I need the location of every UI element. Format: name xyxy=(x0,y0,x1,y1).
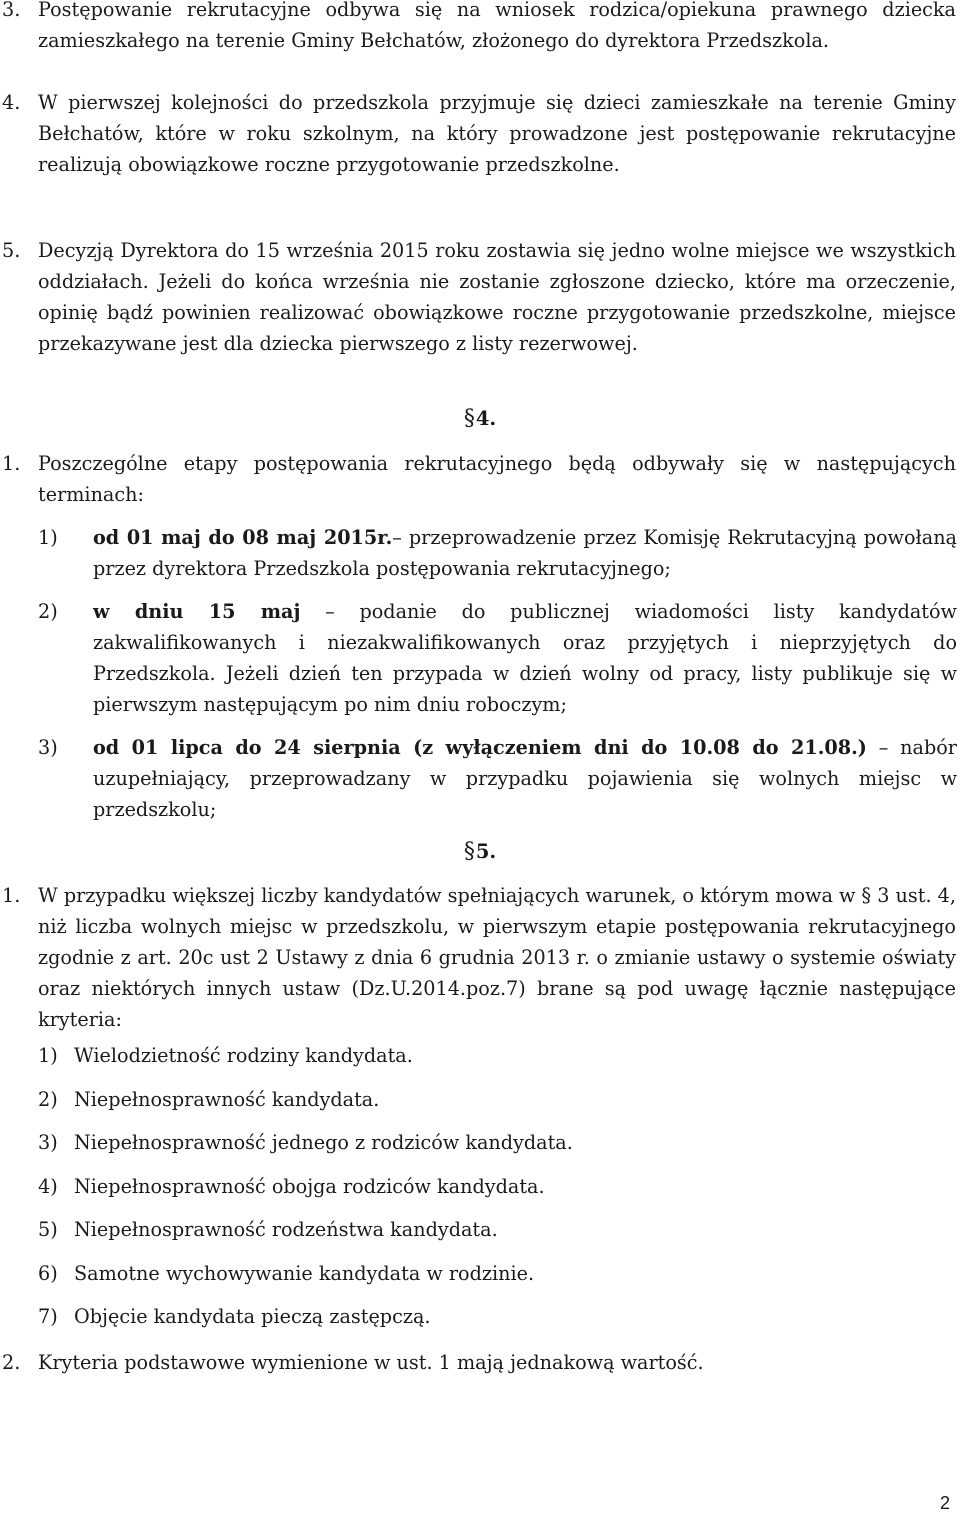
section-5-paragraph-1 xyxy=(2,880,956,1035)
page-number: 2 xyxy=(939,1493,950,1513)
criterion-text: Samotne wychowywanie kandydata w rodzinie. xyxy=(74,1262,535,1285)
criterion-5 xyxy=(38,1217,954,1243)
criterion-text: Niepełnosprawność obojga rodziców kandydata. xyxy=(74,1175,545,1198)
section-number: 4. xyxy=(475,407,497,430)
criterion-2 xyxy=(38,1087,954,1113)
item-number: 1) xyxy=(38,526,58,549)
section-symbol: § xyxy=(463,406,475,431)
criterion-7 xyxy=(38,1304,954,1330)
paragraph-number: 5. xyxy=(2,239,21,262)
item-number: 2) xyxy=(38,600,58,623)
section-5-heading xyxy=(0,838,960,866)
criterion-number: 2) xyxy=(38,1088,58,1111)
criterion-4 xyxy=(38,1174,954,1200)
paragraph-number: 1. xyxy=(2,452,21,475)
paragraph-number: 3. xyxy=(2,0,21,21)
criterion-number: 3) xyxy=(38,1131,58,1154)
criterion-text: Niepełnosprawność kandydata. xyxy=(74,1088,380,1111)
section-number: 5. xyxy=(475,840,497,863)
criterion-text: Niepełnosprawność rodzeństwa kandydata. xyxy=(74,1218,498,1241)
criterion-1 xyxy=(38,1043,954,1069)
schedule-item-1 xyxy=(38,522,957,584)
item-text: – podanie do publicznej wiadomości listy kandydatów zakwalifikowanych i niezakwalifikowanych oraz przyjętych i nieprzyjętych do Przedszkola. Jeżeli dzień ten przypada w dzień wolny od pracy, listy publikuje się w pierwszym następującym po nim dniu roboczym; xyxy=(93,600,957,716)
criterion-text: Objęcie kandydata pieczą zastępczą. xyxy=(74,1305,431,1328)
paragraph-text: W przypadku większej liczby kandydatów spełniających warunek, o którym mowa w § 3 ust. 4, niż liczba wolnych miejsc w przedszkolu, w pierwszym etapie postępowania rekrutacyjnego zgodnie z art. 20c ust 2 Ustawy z dnia 6 grudnia 2013 r. o zmianie ustawy o systemie oświaty oraz niektórych innych ustaw (Dz.U.2014.poz.7) brane są pod uwagę łącznie następujące kryteria: xyxy=(38,884,956,1031)
paragraph-number: 4. xyxy=(2,91,21,114)
criterion-number: 5) xyxy=(38,1218,58,1241)
paragraph-text: Postępowanie rekrutacyjne odbywa się na wniosek rodzica/opiekuna prawnego dziecka zamieszkałego na terenie Gminy Bełchatów, złożonego do dyrektora Przedszkola. xyxy=(38,0,956,52)
paragraph-number: 1. xyxy=(2,884,21,907)
paragraph-text: W pierwszej kolejności do przedszkola przyjmuje się dzieci zamieszkałe na terenie Gminy Bełchatów, które w roku szkolnym, na który prowadzone jest postępowanie rekrutacyjne realizują obowiązkowe roczne przygotowanie przedszkolne. xyxy=(38,91,956,176)
criterion-number: 6) xyxy=(38,1262,58,1285)
criterion-6 xyxy=(38,1261,954,1287)
schedule-item-2 xyxy=(38,596,957,720)
schedule-item-3 xyxy=(38,732,957,825)
paragraph-text: Poszczególne etapy postępowania rekrutacyjnego będą odbywały się w następujących terminach: xyxy=(38,452,956,506)
paragraph-number: 2. xyxy=(2,1351,21,1374)
section-symbol: § xyxy=(463,839,475,864)
criterion-3 xyxy=(38,1130,954,1156)
section-4-heading xyxy=(0,405,960,433)
paragraph-4 xyxy=(2,87,956,180)
item-date: w dniu 15 maj xyxy=(93,600,301,623)
section-4-paragraph-1 xyxy=(2,448,956,510)
paragraph-5 xyxy=(2,235,956,359)
paragraph-3 xyxy=(2,0,956,56)
criterion-number: 7) xyxy=(38,1305,58,1328)
item-date: od 01 lipca do 24 sierpnia (z wyłączeniem dni do 10.08 do 21.08.) xyxy=(93,736,867,759)
item-number: 3) xyxy=(38,736,58,759)
paragraph-text: Decyzją Dyrektora do 15 września 2015 roku zostawia się jedno wolne miejsce we wszystkich oddziałach. Jeżeli do końca września nie zostanie zgłoszone dziecko, które ma orzeczenie, opinię bądź powinien realizować obowiązkowe roczne przygotowanie przedszkolne, miejsce przekazywane jest dla dziecka pierwszego z listy rezerwowej. xyxy=(38,239,956,355)
section-5-paragraph-2 xyxy=(2,1347,956,1378)
item-text: – nabór uzupełniający, przeprowadzany w przypadku pojawienia się wolnych miejsc w przedszkolu; xyxy=(93,736,957,821)
paragraph-text: Kryteria podstawowe wymienione w ust. 1 mają jednakową wartość. xyxy=(38,1351,704,1374)
item-text: – przeprowadzenie przez Komisję Rekrutacyjną powołaną przez dyrektora Przedszkola postępowania rekrutacyjnego; xyxy=(93,526,957,580)
criterion-number: 1) xyxy=(38,1044,58,1067)
item-date: od 01 maj do 08 maj 2015r. xyxy=(93,526,393,549)
criterion-text: Wielodzietność rodziny kandydata. xyxy=(74,1044,413,1067)
criterion-number: 4) xyxy=(38,1175,58,1198)
criterion-text: Niepełnosprawność jednego z rodziców kandydata. xyxy=(74,1131,573,1154)
